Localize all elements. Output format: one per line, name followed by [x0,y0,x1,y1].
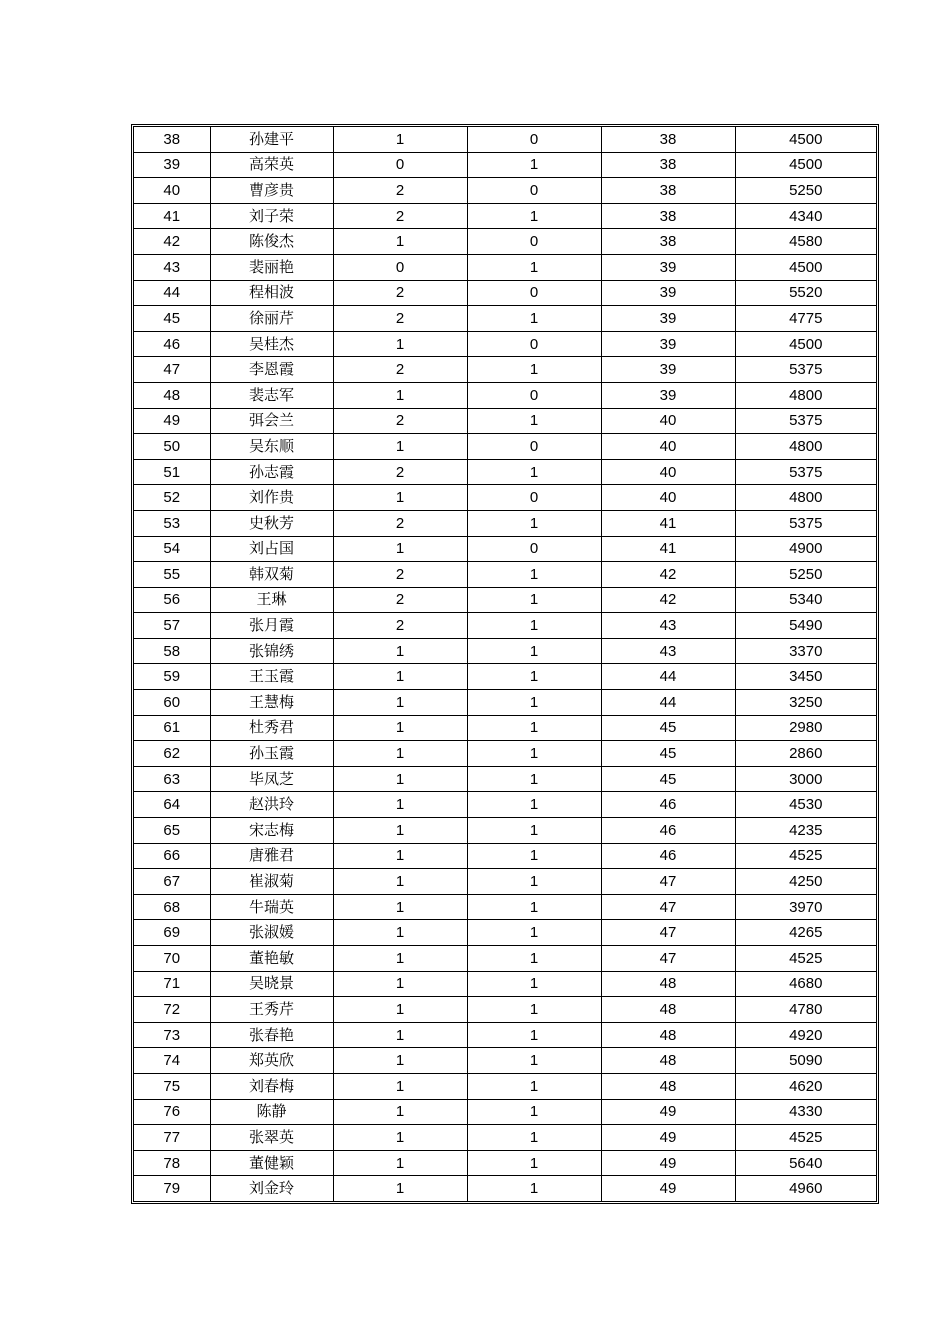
cell-name: 董艳敏 [210,946,333,972]
table-row [134,254,876,280]
cell-index: 75 [134,1073,210,1099]
cell-index: 47 [134,357,210,383]
cell-value-a: 1 [333,1176,467,1201]
cell-age: 43 [601,638,735,664]
cell-age: 48 [601,997,735,1023]
table-row [134,306,876,332]
cell-name: 董健颖 [210,1150,333,1176]
cell-amount: 4340 [735,203,876,229]
cell-value-a: 1 [333,766,467,792]
cell-age: 45 [601,715,735,741]
cell-name: 宋志梅 [210,818,333,844]
cell-amount: 3450 [735,664,876,690]
cell-amount: 5640 [735,1150,876,1176]
cell-value-b: 1 [467,766,601,792]
cell-amount: 2860 [735,741,876,767]
data-table [134,127,876,1201]
cell-value-b: 1 [467,997,601,1023]
cell-name: 裴志军 [210,382,333,408]
cell-index: 59 [134,664,210,690]
cell-index: 46 [134,331,210,357]
cell-value-a: 1 [333,331,467,357]
cell-index: 45 [134,306,210,332]
cell-value-a: 2 [333,280,467,306]
cell-name: 裴丽艳 [210,254,333,280]
cell-age: 48 [601,1073,735,1099]
cell-amount: 4920 [735,1022,876,1048]
cell-index: 74 [134,1048,210,1074]
cell-value-b: 1 [467,459,601,485]
cell-index: 52 [134,485,210,511]
cell-amount: 4900 [735,536,876,562]
cell-amount: 3370 [735,638,876,664]
cell-index: 39 [134,152,210,178]
cell-index: 55 [134,562,210,588]
cell-amount: 4525 [735,1125,876,1151]
table-row [134,818,876,844]
cell-age: 45 [601,741,735,767]
cell-name: 毕凤芝 [210,766,333,792]
table-row [134,536,876,562]
cell-index: 70 [134,946,210,972]
cell-value-b: 1 [467,152,601,178]
cell-age: 39 [601,280,735,306]
table-row [134,408,876,434]
cell-value-a: 2 [333,357,467,383]
cell-value-b: 0 [467,229,601,255]
table-row [134,664,876,690]
cell-index: 60 [134,690,210,716]
cell-age: 38 [601,229,735,255]
cell-age: 42 [601,587,735,613]
cell-age: 48 [601,1048,735,1074]
cell-name: 张春艳 [210,1022,333,1048]
cell-value-b: 1 [467,946,601,972]
cell-amount: 4680 [735,971,876,997]
cell-value-a: 1 [333,946,467,972]
cell-amount: 5520 [735,280,876,306]
cell-index: 66 [134,843,210,869]
cell-index: 56 [134,587,210,613]
cell-index: 71 [134,971,210,997]
cell-amount: 4800 [735,434,876,460]
cell-name: 吴桂杰 [210,331,333,357]
cell-amount: 4500 [735,254,876,280]
table-row [134,997,876,1023]
table-row [134,638,876,664]
cell-amount: 5090 [735,1048,876,1074]
data-table-frame [131,124,879,1204]
cell-value-a: 1 [333,741,467,767]
cell-name: 刘占国 [210,536,333,562]
cell-amount: 4530 [735,792,876,818]
table-row [134,152,876,178]
cell-index: 40 [134,178,210,204]
cell-value-a: 1 [333,485,467,511]
cell-value-b: 1 [467,1073,601,1099]
cell-value-b: 1 [467,510,601,536]
cell-amount: 5250 [735,562,876,588]
cell-value-a: 2 [333,178,467,204]
cell-age: 40 [601,408,735,434]
table-row [134,715,876,741]
cell-value-a: 1 [333,920,467,946]
cell-name: 牛瑞英 [210,894,333,920]
cell-age: 40 [601,459,735,485]
cell-value-a: 1 [333,894,467,920]
cell-age: 47 [601,920,735,946]
cell-value-b: 0 [467,178,601,204]
cell-age: 39 [601,331,735,357]
cell-value-b: 1 [467,1150,601,1176]
cell-index: 65 [134,818,210,844]
cell-value-a: 1 [333,1125,467,1151]
table-row [134,485,876,511]
cell-value-a: 0 [333,152,467,178]
table-row [134,459,876,485]
table-row [134,1099,876,1125]
cell-age: 47 [601,869,735,895]
cell-value-b: 0 [467,331,601,357]
cell-amount: 4775 [735,306,876,332]
table-row [134,203,876,229]
cell-name: 王秀芹 [210,997,333,1023]
cell-name: 孙志霞 [210,459,333,485]
table-row [134,1073,876,1099]
cell-index: 49 [134,408,210,434]
cell-value-b: 1 [467,894,601,920]
cell-amount: 5250 [735,178,876,204]
cell-name: 赵洪玲 [210,792,333,818]
cell-age: 43 [601,613,735,639]
cell-name: 王琳 [210,587,333,613]
cell-age: 45 [601,766,735,792]
cell-amount: 4800 [735,382,876,408]
cell-index: 69 [134,920,210,946]
table-row [134,946,876,972]
cell-amount: 3000 [735,766,876,792]
cell-age: 49 [601,1125,735,1151]
cell-amount: 5375 [735,510,876,536]
cell-value-a: 1 [333,1099,467,1125]
cell-index: 72 [134,997,210,1023]
cell-amount: 4780 [735,997,876,1023]
cell-name: 徐丽芹 [210,306,333,332]
cell-value-b: 0 [467,127,601,152]
cell-amount: 4960 [735,1176,876,1201]
cell-name: 张锦绣 [210,638,333,664]
cell-age: 47 [601,946,735,972]
cell-age: 38 [601,152,735,178]
table-row [134,1048,876,1074]
cell-name: 吴东顺 [210,434,333,460]
cell-value-a: 1 [333,1048,467,1074]
table-row [134,1125,876,1151]
cell-age: 39 [601,306,735,332]
cell-amount: 4500 [735,127,876,152]
cell-age: 38 [601,127,735,152]
table-row [134,690,876,716]
cell-age: 41 [601,510,735,536]
cell-age: 47 [601,894,735,920]
cell-value-b: 1 [467,357,601,383]
cell-index: 64 [134,792,210,818]
cell-value-b: 0 [467,434,601,460]
cell-name: 程相波 [210,280,333,306]
table-row [134,920,876,946]
cell-age: 46 [601,818,735,844]
table-row [134,280,876,306]
cell-value-b: 1 [467,920,601,946]
cell-value-a: 2 [333,203,467,229]
table-row [134,562,876,588]
cell-value-a: 1 [333,869,467,895]
table-row [134,434,876,460]
cell-index: 53 [134,510,210,536]
table-row [134,843,876,869]
table-row [134,178,876,204]
cell-amount: 5340 [735,587,876,613]
cell-age: 40 [601,485,735,511]
cell-name: 刘金玲 [210,1176,333,1201]
table-row [134,229,876,255]
cell-value-a: 1 [333,229,467,255]
cell-value-b: 1 [467,203,601,229]
cell-amount: 5375 [735,459,876,485]
cell-amount: 4235 [735,818,876,844]
cell-amount: 3970 [735,894,876,920]
cell-value-b: 1 [467,1176,601,1201]
table-row [134,971,876,997]
table-row [134,792,876,818]
cell-amount: 4500 [735,152,876,178]
cell-amount: 4265 [735,920,876,946]
table-body [134,127,876,1201]
cell-value-a: 1 [333,971,467,997]
cell-value-b: 0 [467,536,601,562]
cell-value-a: 1 [333,715,467,741]
cell-name: 王玉霞 [210,664,333,690]
cell-value-a: 2 [333,408,467,434]
cell-age: 44 [601,664,735,690]
cell-name: 刘子荣 [210,203,333,229]
cell-age: 48 [601,1022,735,1048]
cell-value-b: 0 [467,382,601,408]
cell-amount: 4800 [735,485,876,511]
cell-amount: 5375 [735,408,876,434]
cell-name: 王慧梅 [210,690,333,716]
cell-value-b: 1 [467,562,601,588]
cell-name: 吴晓景 [210,971,333,997]
cell-name: 张翠英 [210,1125,333,1151]
cell-age: 46 [601,843,735,869]
cell-name: 刘春梅 [210,1073,333,1099]
cell-name: 杜秀君 [210,715,333,741]
cell-value-a: 2 [333,306,467,332]
cell-age: 40 [601,434,735,460]
cell-index: 54 [134,536,210,562]
cell-index: 79 [134,1176,210,1201]
table-row [134,510,876,536]
cell-name: 张月霞 [210,613,333,639]
cell-value-a: 2 [333,459,467,485]
cell-age: 42 [601,562,735,588]
table-row [134,613,876,639]
cell-name: 郑英欣 [210,1048,333,1074]
cell-value-b: 0 [467,280,601,306]
table-row [134,127,876,152]
cell-index: 61 [134,715,210,741]
cell-amount: 4525 [735,946,876,972]
cell-index: 76 [134,1099,210,1125]
cell-name: 刘作贵 [210,485,333,511]
table-row [134,331,876,357]
cell-value-b: 1 [467,587,601,613]
cell-value-a: 1 [333,434,467,460]
table-row [134,869,876,895]
cell-name: 孙玉霞 [210,741,333,767]
cell-value-a: 1 [333,792,467,818]
cell-value-b: 0 [467,485,601,511]
cell-age: 49 [601,1150,735,1176]
cell-value-a: 1 [333,664,467,690]
table-row [134,587,876,613]
cell-value-a: 1 [333,690,467,716]
table-row [134,382,876,408]
cell-value-b: 1 [467,613,601,639]
cell-value-b: 1 [467,1022,601,1048]
cell-value-b: 1 [467,818,601,844]
cell-value-a: 2 [333,613,467,639]
cell-name: 弭会兰 [210,408,333,434]
cell-index: 41 [134,203,210,229]
cell-name: 曹彦贵 [210,178,333,204]
cell-value-a: 1 [333,1073,467,1099]
cell-age: 44 [601,690,735,716]
cell-value-a: 1 [333,127,467,152]
cell-value-b: 1 [467,690,601,716]
cell-index: 42 [134,229,210,255]
cell-value-a: 1 [333,536,467,562]
cell-age: 49 [601,1099,735,1125]
cell-index: 50 [134,434,210,460]
cell-index: 44 [134,280,210,306]
table-row [134,766,876,792]
cell-index: 38 [134,127,210,152]
cell-amount: 4500 [735,331,876,357]
cell-value-a: 2 [333,562,467,588]
table-row [134,741,876,767]
cell-value-b: 1 [467,869,601,895]
cell-index: 48 [134,382,210,408]
cell-value-b: 1 [467,792,601,818]
cell-age: 39 [601,254,735,280]
cell-index: 73 [134,1022,210,1048]
cell-index: 58 [134,638,210,664]
cell-name: 张淑媛 [210,920,333,946]
cell-value-b: 1 [467,1048,601,1074]
cell-value-a: 2 [333,510,467,536]
cell-value-b: 1 [467,715,601,741]
cell-index: 57 [134,613,210,639]
cell-value-a: 0 [333,254,467,280]
cell-amount: 5490 [735,613,876,639]
cell-age: 48 [601,971,735,997]
cell-name: 李恩霞 [210,357,333,383]
cell-index: 51 [134,459,210,485]
cell-value-b: 1 [467,638,601,664]
cell-name: 韩双菊 [210,562,333,588]
cell-amount: 4525 [735,843,876,869]
cell-value-a: 1 [333,997,467,1023]
cell-name: 高荣英 [210,152,333,178]
cell-age: 39 [601,357,735,383]
cell-value-a: 1 [333,843,467,869]
cell-value-a: 1 [333,818,467,844]
cell-index: 43 [134,254,210,280]
cell-age: 38 [601,178,735,204]
cell-amount: 5375 [735,357,876,383]
cell-index: 77 [134,1125,210,1151]
cell-name: 陈俊杰 [210,229,333,255]
cell-name: 孙建平 [210,127,333,152]
cell-value-b: 1 [467,971,601,997]
cell-index: 67 [134,869,210,895]
cell-name: 史秋芳 [210,510,333,536]
cell-value-a: 1 [333,1150,467,1176]
cell-value-a: 1 [333,382,467,408]
cell-index: 78 [134,1150,210,1176]
cell-value-a: 2 [333,587,467,613]
cell-amount: 4580 [735,229,876,255]
cell-name: 崔淑菊 [210,869,333,895]
cell-amount: 3250 [735,690,876,716]
table-row [134,1022,876,1048]
cell-age: 41 [601,536,735,562]
table-row [134,357,876,383]
cell-value-b: 1 [467,1099,601,1125]
cell-value-b: 1 [467,664,601,690]
cell-amount: 4250 [735,869,876,895]
cell-value-a: 1 [333,1022,467,1048]
table-row [134,1176,876,1201]
cell-value-b: 1 [467,741,601,767]
cell-amount: 4620 [735,1073,876,1099]
cell-value-b: 1 [467,843,601,869]
cell-amount: 4330 [735,1099,876,1125]
cell-value-b: 1 [467,306,601,332]
cell-age: 46 [601,792,735,818]
cell-index: 63 [134,766,210,792]
cell-age: 39 [601,382,735,408]
cell-age: 49 [601,1176,735,1201]
table-row [134,1150,876,1176]
cell-age: 38 [601,203,735,229]
cell-name: 唐雅君 [210,843,333,869]
cell-index: 62 [134,741,210,767]
table-row [134,894,876,920]
cell-value-b: 1 [467,408,601,434]
cell-value-b: 1 [467,254,601,280]
cell-amount: 2980 [735,715,876,741]
cell-value-b: 1 [467,1125,601,1151]
cell-index: 68 [134,894,210,920]
cell-name: 陈静 [210,1099,333,1125]
cell-value-a: 1 [333,638,467,664]
